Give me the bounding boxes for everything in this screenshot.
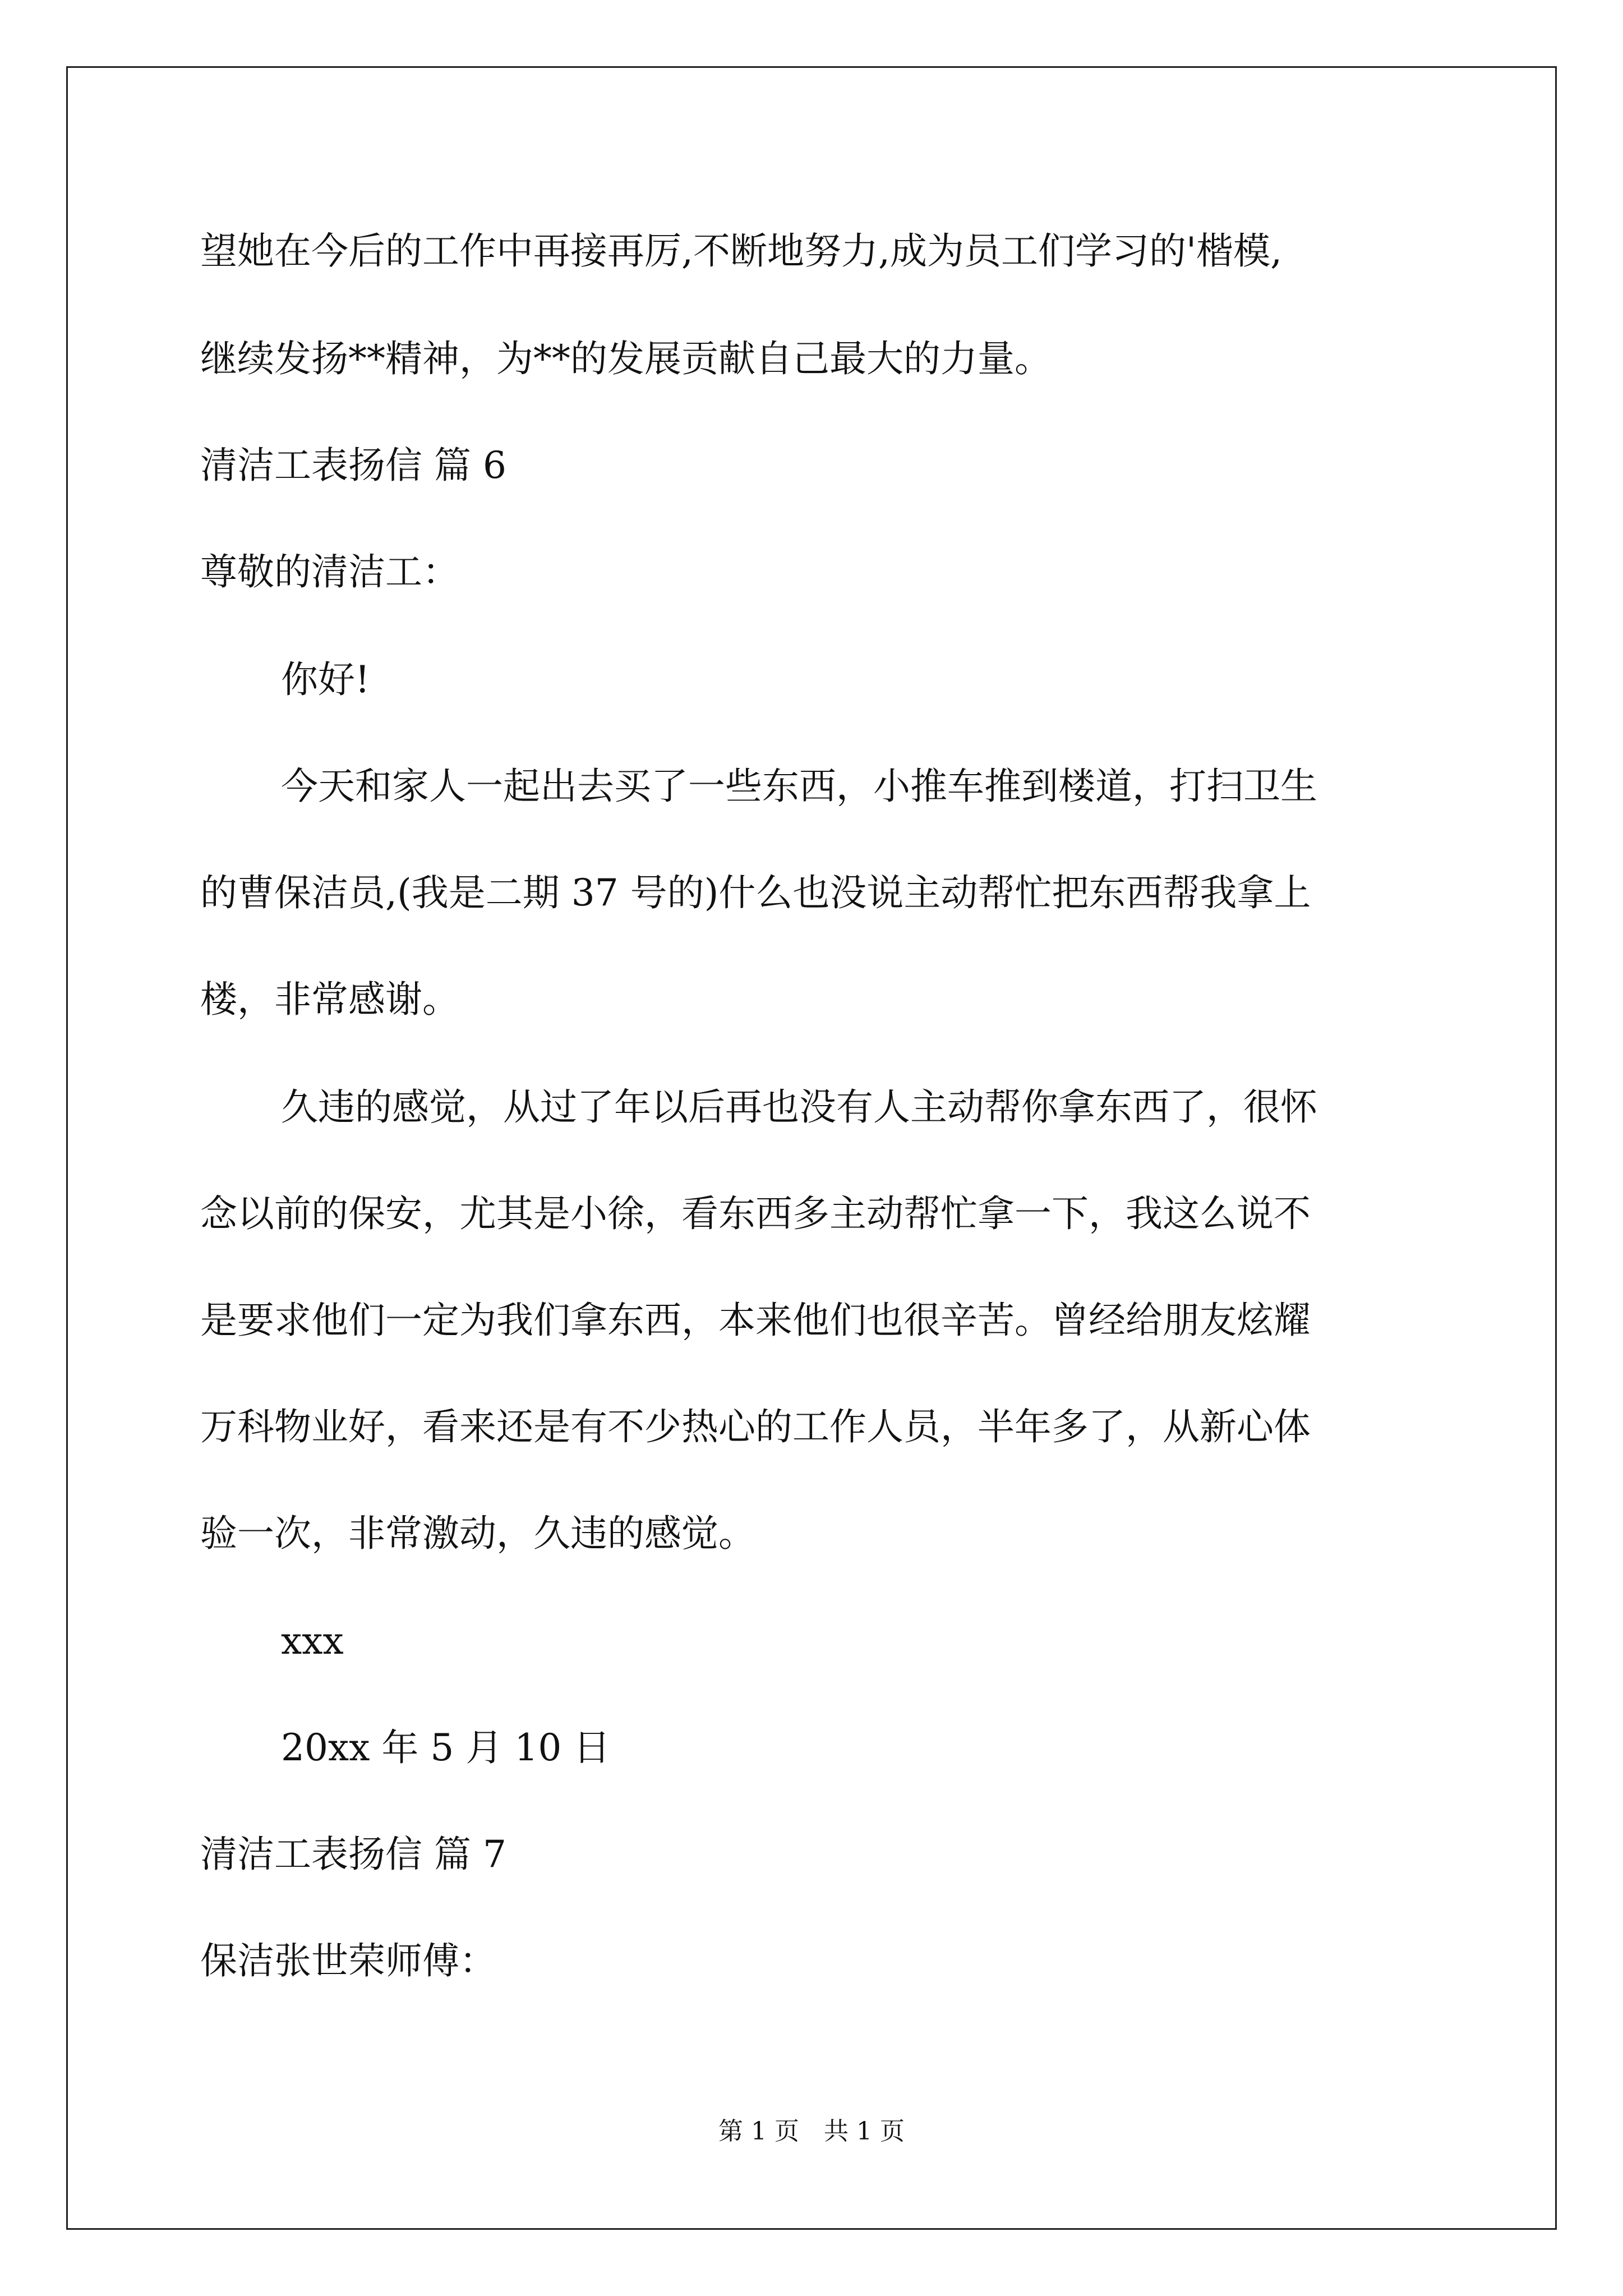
section-heading: 清洁工表扬信 篇 6 [200,444,506,487]
page-footer: 第 1 页 共 1 页 [718,2117,905,2146]
section-heading: 清洁工表扬信 篇 7 [200,1833,506,1876]
paragraph-line: 久违的感觉，从过了年以后再也没有人主动帮你拿东西了，很怀 [281,1085,1317,1129]
page-border [66,66,1557,2230]
paragraph-line: 念以前的保安，尤其是小徐，看东西多主动帮忙拿一下，我这么说不 [200,1192,1311,1235]
paragraph-line: 验一次，非常激动，久违的感觉。 [200,1512,755,1555]
greeting: 你好! [281,658,370,701]
signature: xxx [281,1619,344,1663]
paragraph-line: 楼，非常感谢。 [200,978,459,1021]
paragraph-line: 万科物业好，看来还是有不少热心的工作人员，半年多了，从新心体 [200,1405,1311,1448]
salutation: 尊敬的清洁工： [200,550,459,593]
salutation: 保洁张世荣师傅： [200,1939,496,1982]
paragraph-line: 望她在今后的工作中再接再厉,不断地努力,成为员工们学习的'楷模, [200,229,1283,273]
paragraph-line: 的曹保洁员,(我是二期 37 号的)什么也没说主动帮忙把东西帮我拿上 [200,871,1311,914]
paragraph-line: 继续发扬**精神，为**的发展贡献自己最大的力量。 [200,337,1052,380]
paragraph-line: 今天和家人一起出去买了一些东西，小推车推到楼道，打扫卫生 [281,765,1317,808]
date: 20xx 年 5 月 10 日 [281,1726,611,1769]
paragraph-line: 是要求他们一定为我们拿东西，本来他们也很辛苦。曾经给朋友炫耀 [200,1299,1311,1342]
